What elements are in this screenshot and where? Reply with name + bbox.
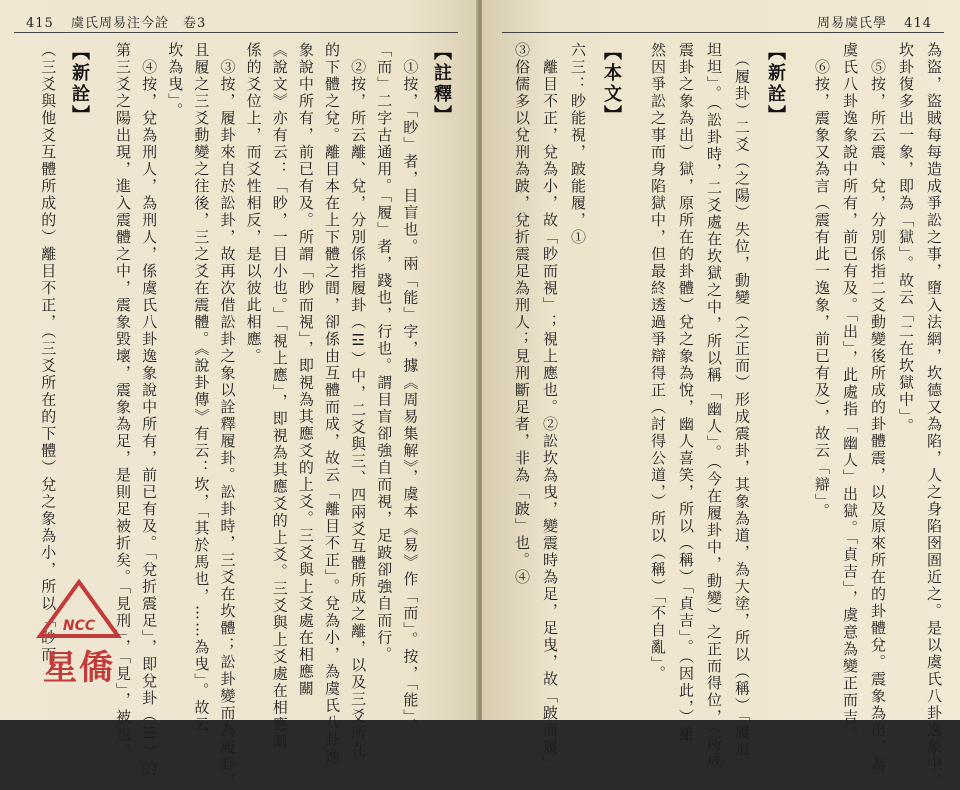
text-column: ⑥按，震象又為言（震有此一逸象，前已有及），故云「辯」。 <box>813 42 831 520</box>
section-heading: 【新詮】 <box>68 42 90 126</box>
section-heading: 【本文】 <box>601 42 622 126</box>
text-column: 象說中所有，前已有及。所謂「眇而視」，即視為其應爻的上爻。三爻與上爻處在相應關 <box>296 42 315 698</box>
text-column: 「而」二字古通用。「履」者，踐也，行也。謂目盲卻強自而視，足跛卻強自而行。 <box>375 42 394 664</box>
text-column: 震卦之象為出）獄，原所在的卦體）兌之象為悅，幽人喜笑，所以（稱）「貞吉」。（因此，）雖 <box>677 42 695 743</box>
text-column: ④按，兌為刑人，為刑人，係虞氏八卦逸象說中所有，前已有及。「兌折震足」，即兌卦（☱）的 <box>140 42 159 778</box>
text-column: 第三爻之陽出現，進入震體之中，震象毀壞，震象為足，是則足被折矣。「見刑」，「見」，被也。 <box>113 42 132 760</box>
stamp-latin-text: NCC <box>62 618 96 634</box>
text-column <box>12 42 34 59</box>
text-column: 係的爻位上，而爻性相反，是以彼此相應。 <box>244 42 263 365</box>
text-column: 坎為曳」。 <box>166 42 185 120</box>
text-column: ②按，所云離、兌，分別係指履卦（☲）中，二爻與三、四兩爻互體所成之離，以及三爻所在 <box>349 42 368 759</box>
right-header-rule <box>502 32 944 33</box>
text-column: ⑤按，所云震、兌，分別係指二爻動變後所成的卦體震，以及原來所在的卦體兌。震象為出，為 <box>869 42 887 773</box>
right-page-number: 414 <box>904 16 932 31</box>
text-column: 六三：眇能視，跛能履，① <box>569 42 587 246</box>
text-column: 《說文》亦有云：「眇，一目小也。」「視上應」，即視為其應爻的上爻。三爻與上爻處在相應關 <box>270 42 289 751</box>
section-heading: 【註釋】 <box>431 42 452 126</box>
text-column: 然因爭訟之事而身陷獄中，但最終透過爭辯得正（討得公道，）所以（稱）「不自亂」。 <box>649 42 667 683</box>
right-page <box>482 0 960 790</box>
right-running-title: 周易虞氏學 <box>817 16 888 31</box>
left-page-header <box>14 12 206 31</box>
text-column: 坎卦復多出一象，即為「獄」。故云「二在坎獄中」。 <box>897 42 915 435</box>
text-column: ①按，「眇」者，目盲也。兩「能」字，據《周易集解》，虞本《易》作「而」。按，「能」、 <box>401 42 420 736</box>
text-column: （三爻與他爻互體所成的）離目不正，（三爻所在的下體）兌之象為小，所以「眇而 <box>39 42 58 664</box>
left-page-number: 415 <box>26 16 54 31</box>
text-column: 離目不正，兌為小，故「眇而視」；視上應也。②訟坎為曳，變震時為足，足曳，故「跛而履」 <box>541 42 559 773</box>
text-column: 為盜，盜賊每每造成爭訟之事，墮入法網，坎德又為陷，人之身陷囹圄近之。是以虞氏八卦逸象中， <box>925 42 943 790</box>
text-column: ③按，履卦來自於訟卦，故再次借訟卦之象以詮釋履卦。訟卦時，三爻在坎體；訟卦變而為履卦， <box>218 42 237 790</box>
left-running-title: 虞氏周易注今詮 卷3 <box>70 16 207 31</box>
left-page <box>0 0 478 790</box>
text-column: ③俗儒多以兌刑為跛，兌折震足為刑人；見刑斷足者，非為「跛」也。④ <box>513 42 531 586</box>
left-header-rule <box>14 32 458 33</box>
text-column: （履卦）二爻（之陽）失位，動變（之正而）形成震卦，其象為道，為大塗，所以（稱）「履道 <box>733 42 751 758</box>
stamp-chinese-text: 星僑 <box>43 648 115 688</box>
right-page-body <box>504 42 946 790</box>
text-column: 的下體之兌。離目本在上下體之間，卻係由互體而成，故云「離目不正」。兌為小，為虞氏八卦逸 <box>322 42 341 766</box>
publisher-stamp <box>30 578 128 690</box>
text-column: 且履之三爻動變之往後，三之爻在震體。《說卦傳》有云：坎，「其於馬也，……為曳」。故云 <box>192 42 211 734</box>
text-column: 坦坦」。（訟卦時，二爻處在坎獄之中，所以稱「幽人」。（今在履卦中，動變）之正而得位，（所成 <box>705 42 723 770</box>
text-column: 虞氏八卦逸象說中所有，前已有及。「出」，此處指「幽人」出獄。「貞吉」，虞意為變正而吉。 <box>841 42 859 743</box>
section-heading: 【新詮】 <box>765 42 786 126</box>
right-page-header <box>817 12 944 31</box>
